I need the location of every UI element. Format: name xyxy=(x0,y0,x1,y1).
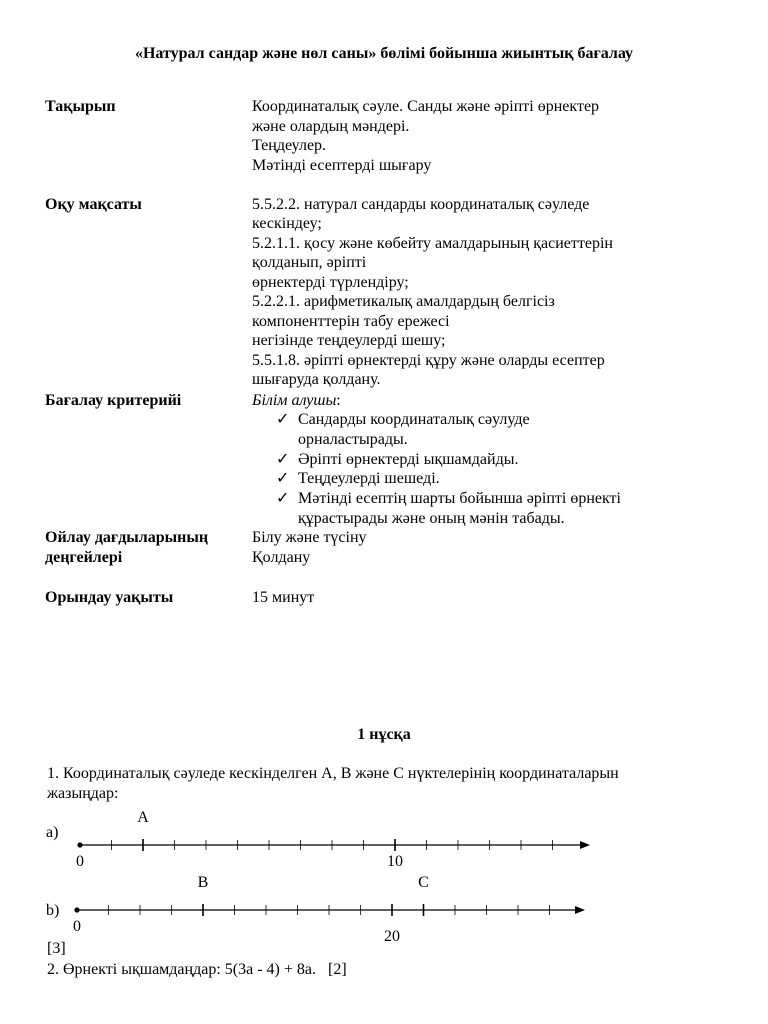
goals-label: Оқу мақсаты xyxy=(45,196,142,213)
goal-line: негізінде теңдеулерді шешу; xyxy=(252,332,446,349)
criteria-intro-colon: : xyxy=(336,392,341,409)
task2-score: [2] xyxy=(328,961,347,978)
coordinate-ray-b xyxy=(73,874,585,945)
thinking-level: Қолдану xyxy=(252,549,311,566)
criteria-label: Бағалау критерийі xyxy=(45,392,182,409)
page-title: «Натурал сандар және нөл саны» бөлімі бойынша жиынтық бағалау xyxy=(134,45,634,62)
criteria-item-text: Сандарды координаталық сәулуде xyxy=(298,411,530,428)
criteria-item-text: Теңдеулерді шешеді. xyxy=(298,470,440,487)
variant-title: 1 нұсқа xyxy=(357,726,411,743)
task2 xyxy=(47,960,347,980)
task1-text: 1. Координаталық сәуледе кескінделген A, B және C нүктелерінің координаталарын xyxy=(47,765,619,782)
time-value: 15 минут xyxy=(252,589,315,606)
origin-point xyxy=(77,842,82,847)
point-label: B xyxy=(197,874,209,891)
origin-point xyxy=(74,907,79,912)
point-label: C xyxy=(418,874,429,891)
goal-line: 5.2.1.1. қосу және көбейту амалдарының қасиеттерін xyxy=(252,235,613,252)
topic-line: және олардың мәндері. xyxy=(252,118,410,135)
task1-text: жазыңдар: xyxy=(47,785,119,802)
tick-label-zero: 0 xyxy=(76,853,84,870)
tick-label-zero: 0 xyxy=(73,918,81,935)
ray-a-label: a) xyxy=(46,824,59,841)
point-label: A xyxy=(137,809,149,826)
criteria-item-cont: орналастырады. xyxy=(298,431,408,448)
goal-line: шығаруда қолдану. xyxy=(252,371,381,388)
task1-score: [3] xyxy=(47,940,66,957)
ray-b-label: b) xyxy=(46,902,60,919)
arrow-head-icon xyxy=(580,841,590,849)
arrow-head-icon xyxy=(575,906,585,914)
criteria-intro-text: Білім алушы xyxy=(252,392,337,409)
criteria-item-text: Мәтінді есептің шарты бойынша әріпті өрнекті xyxy=(298,490,621,507)
topic-label: Тақырып xyxy=(45,98,116,115)
time-label: Орындау уақыты xyxy=(45,589,174,606)
topic-line: Теңдеулер. xyxy=(252,137,327,154)
goal-line: 5.5.1.8. әріпті өрнектерді құру және оларды есептер xyxy=(252,352,605,369)
tick-label-mark: 20 xyxy=(384,928,400,945)
goal-line: өрнектерді түрлендіру; xyxy=(252,274,409,291)
check-icon: ✓ xyxy=(276,411,290,428)
check-icon: ✓ xyxy=(276,451,290,468)
topic-line: Мәтінді есептерді шығару xyxy=(252,157,432,174)
task2-text: 2. Өрнекті ықшамдаңдар: 5(3a - 4) + 8a. xyxy=(47,961,316,978)
coordinate-ray-a xyxy=(76,809,590,870)
check-icon: ✓ xyxy=(276,470,290,487)
goal-line: кескіндеу; xyxy=(252,215,322,232)
thinking-level: Білу және түсіну xyxy=(252,529,367,546)
goal-line: компоненттерін табу ережесі xyxy=(252,313,450,330)
thinking-label: Ойлау дағдыларының xyxy=(45,529,209,546)
criteria-item-text: Әріпті өрнектерді ықшамдайды. xyxy=(298,451,519,468)
criteria-item-cont: құрастырады және оның мәнін табады. xyxy=(298,510,565,527)
check-icon: ✓ xyxy=(276,490,290,507)
topic-line: Координаталық сәуле. Санды және әріпті өрнектер xyxy=(252,98,600,115)
goal-line: 5.5.2.2. натурал сандарды координаталық сәуледе xyxy=(252,196,590,213)
goal-line: 5.2.2.1. арифметикалық амалдардың белгісіз xyxy=(252,293,555,310)
thinking-label: деңгейлері xyxy=(45,549,123,566)
tick-label-mark: 10 xyxy=(387,853,403,870)
goal-line: қолданып, әріпті xyxy=(252,254,367,271)
